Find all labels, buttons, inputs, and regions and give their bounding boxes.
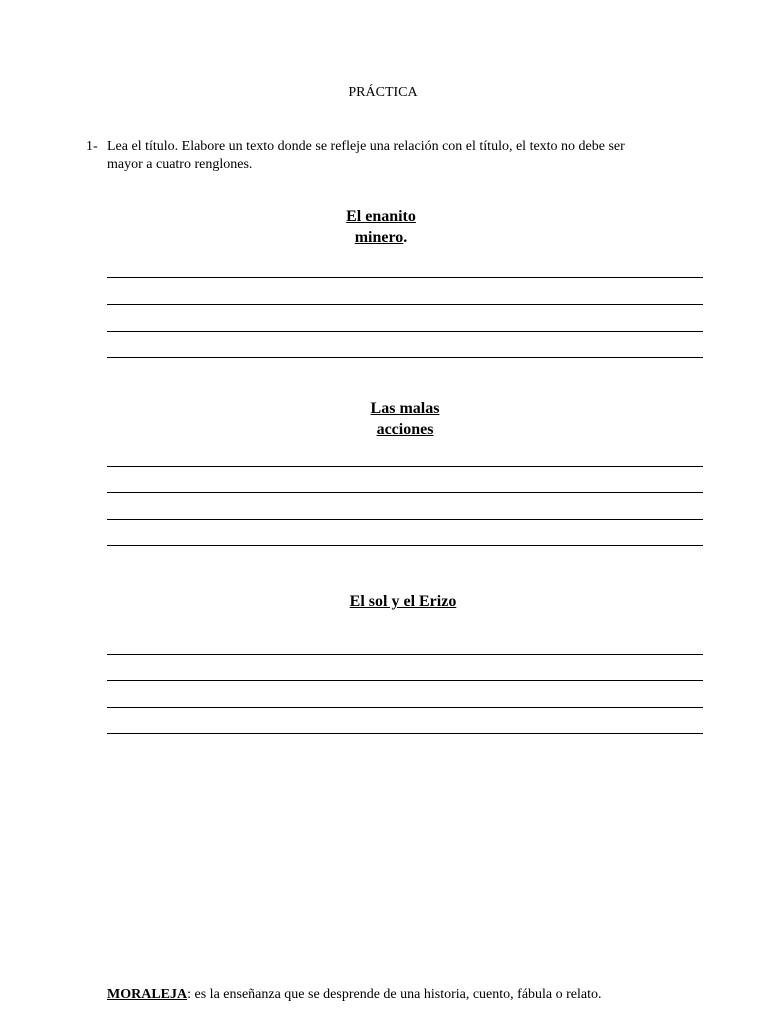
- section-title-malas-acciones: [285, 398, 525, 440]
- writing-line: [107, 304, 703, 305]
- writing-line: [107, 519, 703, 520]
- section-title-line: El sol y el Erizo: [349, 593, 457, 610]
- moraleja-term: MORALEJA: [107, 987, 188, 1002]
- section-title-line: Las malas: [370, 400, 440, 417]
- writing-line: [107, 733, 703, 734]
- section-title-enanito: [261, 206, 501, 248]
- writing-line: [107, 331, 703, 332]
- instruction-line: Lea el título. Elabore un texto donde se refleje una relación con el título, el texto no debe ser: [107, 139, 625, 154]
- writing-line: [107, 707, 703, 708]
- instruction-text: [107, 138, 625, 174]
- instruction-line: mayor a cuatro renglones.: [107, 157, 253, 172]
- writing-line: [107, 277, 703, 278]
- section-title-line: minero: [354, 229, 404, 246]
- section-title-line: El enanito: [346, 208, 416, 225]
- writing-line: [107, 654, 703, 655]
- writing-line: [107, 492, 703, 493]
- section-title-line: acciones: [376, 421, 434, 438]
- section-title-suffix: .: [403, 229, 408, 246]
- moraleja-text: : es la enseñanza que se desprende de una historia, cuento, fábula o relato.: [187, 987, 602, 1002]
- writing-line: [107, 466, 703, 467]
- writing-line: [107, 680, 703, 681]
- item-number: 1-: [86, 139, 98, 154]
- writing-line: [107, 357, 703, 358]
- moraleja-definition: [107, 986, 602, 1004]
- section-title-sol-erizo: [283, 591, 523, 612]
- page-title: PRÁCTICA: [348, 85, 418, 100]
- writing-line: [107, 545, 703, 546]
